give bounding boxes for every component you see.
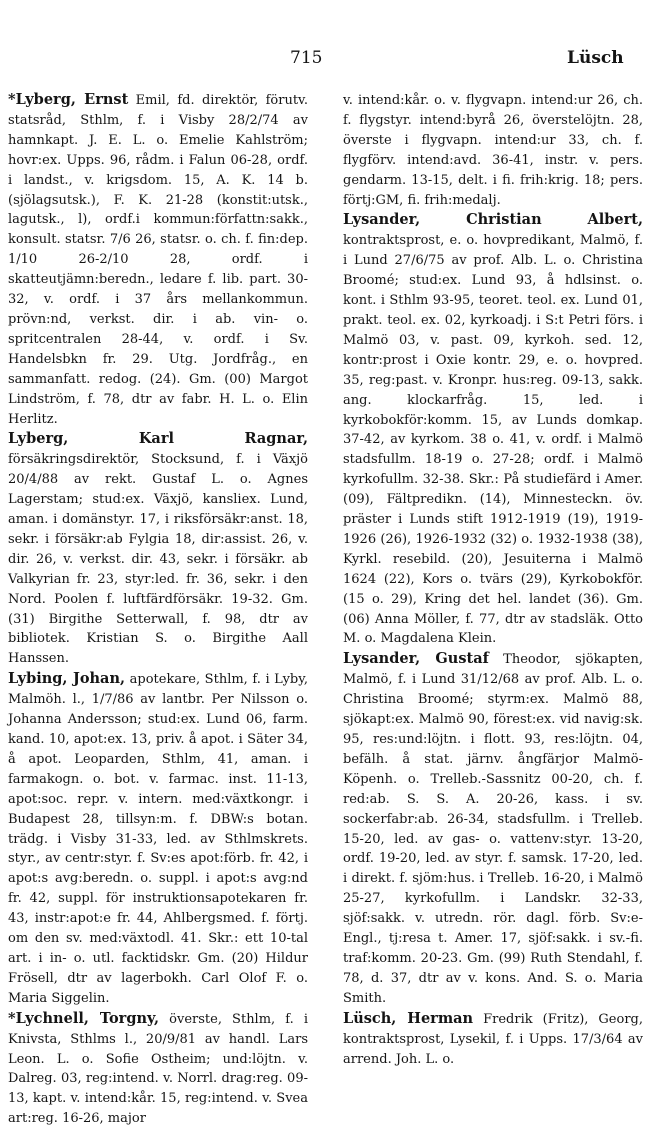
entry (8, 1009, 308, 1129)
entry (8, 429, 308, 669)
entry-name: Lyberg, Karl Ragnar, (8, 430, 308, 448)
entry-name: Lysander, Gustaf (343, 650, 489, 668)
entry-text: Fredrik (Fritz), Georg, kontraktsprost, Lysekil, f. i Upps. 17/3/64 av arrend. Joh. L. o. (343, 1011, 643, 1067)
entry-text: kontraktsprost, e. o. hovpredikant, Malmö, f. i Lund 27/6/75 av prof. Alb. L. o. Christina Broomé; stud:ex. Lund 93, å hdlsinst. o. kont. i Sthlm 93-95, teoret. teol. ex. Lund 01, prakt. teol. ex. 02, kyrkoadj. i S:t Petri förs. i Malmö 03, v. past. 09, kyrkoh. sed. 12, kontr:prost i Oxie kontr. 29, e. o. hovpred. 35, reg:past. v. Kronpr. hus:reg. 09-13, sakk. ang. klockarfråg. 15, led. i kyrkobokför:komm. 15, av Lunds domkap. 37-42, av kyrkom. 38 o. 41, v. ordf. i Malmö stadsfullm. 18-19 o. 27-28; ordf. i Malmö kyrkofullm. 32-38. Skr.: På studiefärd i Amer. (09), Fältpredikn. (14), Minnesteckn. öv. präster i Lunds stift 1912-1919 (19), 1919-1926 (26), 1926-1932 (32) o. 1932-1938 (38), Kyrkl. resebild. (20), Jesuiterna i Malmö 1624 (22), Kors o. tvärs (29), Kyrkobokför. (15 o. 29), Kring det hel. landet (36). Gm. (06) Anna Möller, f. 77, dtr av stadsläk. Otto M. o. Magdalena Klein. (343, 233, 643, 647)
entry (343, 649, 643, 1008)
entry-name: *Lychnell, Torgny, (8, 1009, 160, 1027)
entry-name: Lybing, Johan, (8, 670, 126, 688)
entry-text: apotekare, Sthlm, f. i Lyby, Malmöh. l., 1/7/86 av lantbr. Per Nilsson o. Johanna Andersson; stud:ex. Lund 06, farm. kand. 10, apot:ex. 13, priv. å apot. i Säter 34, å apot. Leoparden, Sthlm, 41, aman. i farmakogn. o. bot. v. farmac. inst. 11-13, apot:soc. repr. v. intern. med:växtkongr. i Budapest 28, tillsyn:m. f. DBW:s botan. trädg. i Visby 31-33, led. av Sthlmskrets. styr., av centr:styr. f. Sv:es apot:förb. fr. 42, i apot:s avg:beredn. o. suppl. i apot:s avg:nd fr. 42, suppl. för instruktionsapotekaren fr. 43, instr:apot:e fr. 44, Ahlbergsmed. f. förtj. om den sv. med:växtodl. 41. Skr.: ett 10-tal art. i in- o. utl. facktidskr. Gm. (20) Hildur Frösell, dtr av lagerbokh. Carl Olof F. o. Maria Siggelin. (8, 672, 308, 1006)
entry-text: Emil, fd. direktör, förutv. statsråd, Sthlm, f. i Visby 28/2/74 av hamnkapt. J. E. L. o. Emelie Kahlström; hovr:ex. Upps. 96, rådm. i Falun 06-28, ordf. i landst., v. krigsdom. 15, A. K. 14 b. (sjölagsutsk.), F. K. 21-28 (konstit:utsk., lagutsk., l), ordf.i kommun:författn:sakk., konsult. statsr. 7/6 26, statsr. o. ch. f. fin:dep. 1/10 26-2/10 28, ordf. i skatteutjämn:beredn., ledare f. lib. part. 30-32, v. ordf. i 37 års mellankommun. prövn:nd, verkst. dir. i ab. vin- o. spritcentralen 28-44, v. ordf. i Sv. Handelsbkn fr. 29. Utg. Jordfråg., en sammanfatt. redog. (24). Gm. (00) Margot Lindström, f. 78, dtr av fabr. H. L. o. Elin Herlitz. (8, 93, 308, 427)
page-number: 715 (290, 48, 323, 68)
entry-name: Lüsch, Herman (343, 1009, 474, 1027)
running-head: Lüsch (567, 48, 624, 68)
entry-name: Lysander, Christian Albert, (343, 211, 643, 229)
entry-text: Theodor, sjökapten, Malmö, f. i Lund 31/12/68 av prof. Alb. L. o. Christina Broomé; styrm:ex. Malmö 88, sjökapt:ex. Malmö 90, förest:ex. vid navig:sk. 95, res:und:löjtn. i flott. 93, res:löjtn. 04, befälh. å stat. järnv. ångfärjor Malmö-Köpenh. o. Trelleb.-Sassnitz 00-20, ch. f. red:ab. S. S. A. 20-26, kass. i sv. sockerfabr:ab. 26-34, stadsfullm. i Trelleb. 15-20, led. av gas- o. vattenv:styr. 13-20, ordf. 19-20, led. av styr. f. samsk. 17-20, led. i direkt. f. sjöm:hus. i Trelleb. 16-20, i Malmö 25-27, kyrkofullm. i Landskr. 32-33, sjöf:sakk. v. utredn. rör. dagl. förb. Sv:e-Engl., tj:resa t. Amer. 17, sjöf:sakk. i sv.-fi. traf:komm. 20-23. Gm. (99) Ruth Stendahl, f. 78, d. 37, dtr av v. kons. And. S. o. Maria Smith. (343, 652, 644, 1006)
left-column (8, 90, 308, 1129)
entry-text: överste, Sthlm, f. i Knivsta, Sthlms l., 20/9/81 av handl. Lars Leon. L. o. Sofie Ostheim; und:löjtn. v. Dalreg. 03, reg:intend. v. Norrl. drag:reg. 09-13, kapt. v. intend:kår. 15, reg:intend. v. Svea art:reg. 16-26, major (8, 1011, 308, 1127)
entry-text: försäkringsdirektör, Stocksund, f. i Växjö 20/4/88 av rekt. Gustaf L. o. Agnes Lagerstam; stud:ex. Växjö, kansliex. Lund, aman. i domänstyr. 17, i riksförsäkr:anst. 18, sekr. i försäkr:ab Fylgia 18, dir:assist. 26, v. dir. 26, v. verkst. dir. 43, sekr. i försäkr. ab Valkyrian fr. 23, styr:led. fr. 36, sekr. i den Nord. Poolen f. luftfärdförsäkr. 19-32. Gm. (31) Birgithe Setterwall, f. 98, dtr av bibliotek. Kristian S. o. Birgithe Aall Hanssen. (8, 452, 308, 667)
entry (8, 90, 308, 429)
entry-continuation (343, 90, 643, 210)
entry (343, 1009, 643, 1070)
entry-text: v. intend:kår. o. v. flygvapn. intend:ur 26, ch. f. flygstyr. intend:byrå 26, överstelöjtn. 28, överste i flygvapn. intend:ur 33, ch. f. flygförv. intend:avd. 36-41, instr. v. pers. gendarm. 13-15, delt. i fi. frih:krig. 18; pers. förtj:GM, fi. frih:medalj. (343, 93, 643, 208)
entry (343, 210, 643, 649)
entry (8, 669, 308, 1008)
entry-name: *Lyberg, Ernst (8, 91, 129, 108)
right-column (343, 90, 643, 1069)
